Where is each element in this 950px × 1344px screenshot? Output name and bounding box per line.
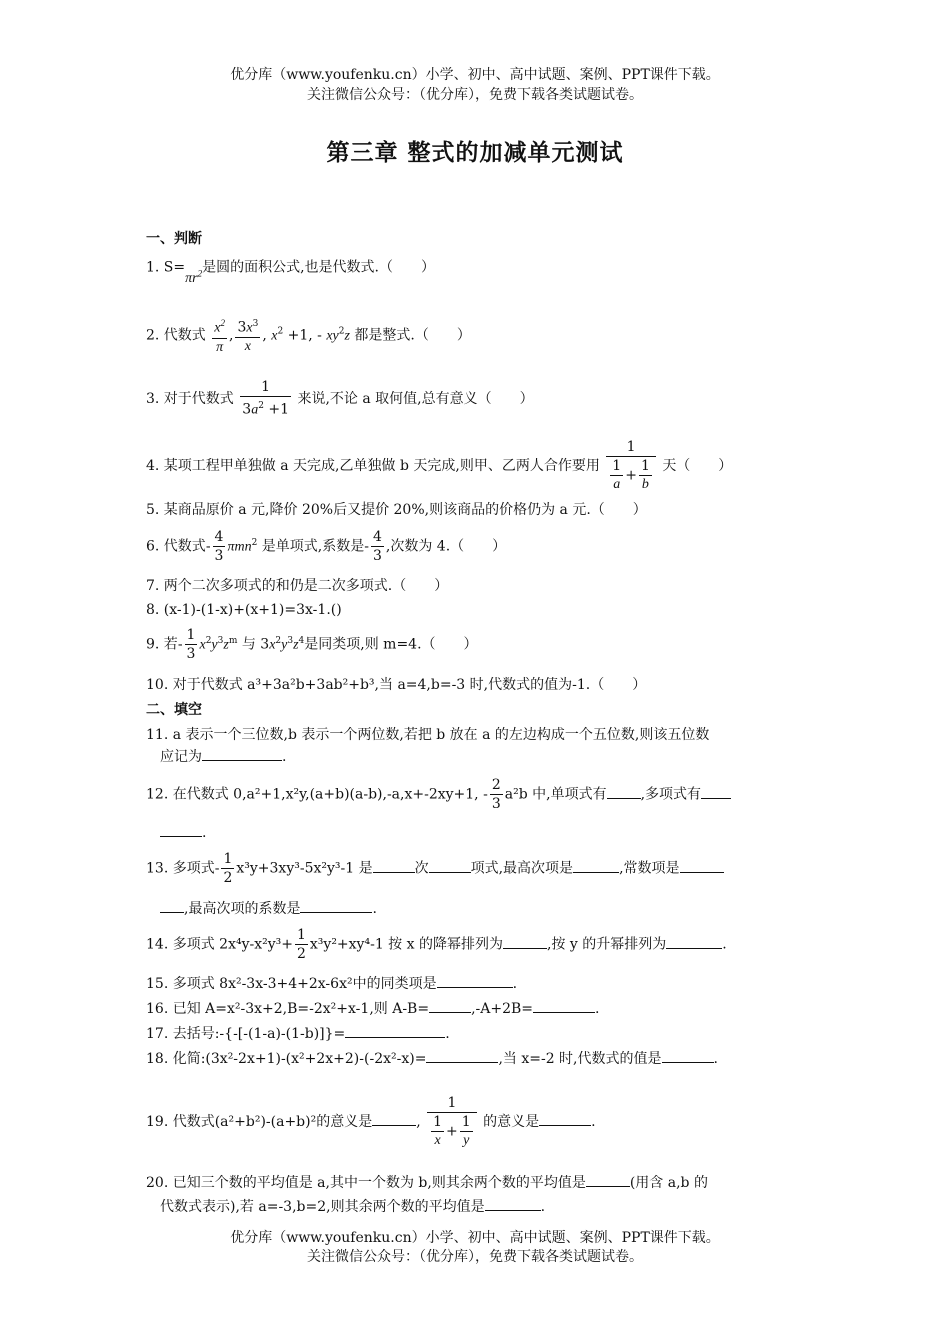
answer-blank[interactable] (372, 1113, 416, 1126)
fraction: $\frac{1}{3a^2 +1}$ (242, 379, 290, 418)
answer-blank[interactable] (160, 900, 184, 913)
answer-blank[interactable] (160, 824, 202, 837)
answer-blank[interactable] (345, 1025, 445, 1038)
answer-blank[interactable] (426, 1050, 498, 1063)
footer-line-2: 关注微信公众号：（优分库），免费下载各类试题试卷。 (307, 1249, 643, 1265)
fraction: $\frac{2}{3}$ (491, 777, 501, 812)
question-1: 1. $S=\pi r^2$是圆的面积公式,也是代数式.（ ） (146, 259, 436, 286)
answer-blank[interactable] (429, 860, 471, 873)
question-12: 12. 在代数式 0,a²+1,x²y,(a+b)(a-b),-a,x+-2xy+1, - $\frac{2}{3}$ a²b 中,单项式有 ,多项式有 . (146, 776, 810, 813)
question-7: 7. 两个二次多项式的和仍是二次多项式.（ ） (146, 578, 449, 594)
question-13: 13. 多项式- $\frac{1}{2}$ x³y+3xy³-5x²y³-1 是 次 项式,最高次项是 ,常数项是 ,最高次项的系数是 . (146, 850, 810, 887)
header-line-1: 优分库（www.youfenku.cn）小学、初中、高中试题、案例、PPT课件下载。 (230, 67, 720, 83)
answer-blank[interactable] (573, 860, 619, 873)
question-19: 19. 代数式(a²+b²)-(a+b)²的意义是 , 1 $\frac{1}{x}$ + $\frac{1}{y}$ 的意义是 . (146, 1095, 596, 1148)
fraction: $\frac{4}{3}$ (214, 529, 224, 564)
formula-pi-r2: $\pi r^2$ (185, 268, 203, 286)
answer-blank[interactable] (586, 1174, 630, 1187)
question-3: 3. 对于代数式 $\frac{1}{3a^2 +1}$ 来说,不论 a 取何值,总有意义（ ） (146, 379, 534, 418)
question-14: 14. 多项式 2x⁴y-x²y³+ $\frac{1}{2}$ x³y²+xy⁴-1 按 x 的降幂排列为 ,按 y 的升幂排列为 . (146, 927, 727, 962)
fraction: $\frac{1}{2}$ (223, 851, 233, 886)
answer-blank[interactable] (533, 1000, 595, 1013)
answer-blank[interactable] (666, 936, 722, 949)
complex-fraction: 1 $\frac{1}{a}$ + $\frac{1}{b}$ (606, 438, 656, 494)
answer-blank[interactable] (503, 936, 547, 949)
answer-blank[interactable] (607, 786, 641, 799)
question-2: 2. 代数式 $\frac{x^2}{\pi}$ , $\frac{3x^3}{x}$ , $x^2 +1$, - $xy^2z$ 都是整式.（ ） (146, 314, 810, 357)
answer-blank[interactable] (429, 1000, 471, 1013)
complex-fraction: 1 $\frac{1}{x}$ + $\frac{1}{y}$ (427, 1094, 477, 1150)
answer-blank[interactable] (300, 900, 372, 913)
section-judge: 一、判断 (146, 231, 202, 247)
question-9: 9. 若- $\frac{1}{3}$ $x^2y^3z^m$ 与 $3x^2y^3z^4$是同类项,则 m=4.（ ） (146, 627, 478, 662)
answer-blank[interactable] (485, 1198, 541, 1211)
question-16: 16. 已知 A=x²-3x+2,B=-2x²+x-1,则 A-B= ,-A+2B= . (146, 1001, 600, 1017)
question-15: 15. 多项式 8x²-3x-3+4+2x-6x²中的同类项是 . (146, 976, 518, 992)
footer-line-1: 优分库（www.youfenku.cn）小学、初中、高中试题、案例、PPT课件下载。 (230, 1230, 720, 1246)
fraction: $\frac{1}{3}$ (186, 627, 196, 662)
question-17: 17. 去括号:-{-[-(1-a)-(1-b)]}= . (146, 1026, 450, 1042)
section-fill: 二、填空 (146, 702, 202, 718)
fraction: $\frac{3x^3}{x}$ (235, 315, 260, 357)
answer-blank[interactable] (437, 975, 513, 988)
answer-blank[interactable] (701, 786, 731, 799)
question-10: 10. 对于代数式 a³+3a²b+3ab²+b³,当 a=4,b=-3 时,代数式的值为-1.（ ） (146, 677, 647, 693)
answer-blank[interactable] (680, 860, 724, 873)
answer-blank[interactable] (202, 748, 282, 761)
question-8: 8. (x-1)-(1-x)+(x+1)=3x-1.() (146, 602, 342, 618)
page-title: 第三章 整式的加减单元测试 (326, 140, 624, 166)
question-4: 4. 某项工程甲单独做 a 天完成,乙单独做 b 天完成,则甲、乙两人合作要用 1 $\frac{1}{a}$ + $\frac{1}{b}$ 天（ ） (146, 439, 733, 492)
fraction: $\frac{1}{2}$ (296, 927, 306, 962)
answer-blank[interactable] (373, 860, 415, 873)
answer-blank[interactable] (662, 1050, 714, 1063)
question-6: 6. 代数式- $\frac{4}{3}$ πmn$^2$ 是单项式,系数是- $\frac{4}{3}$ ,次数为 4.（ ） (146, 529, 507, 564)
fraction: $\frac{4}{3}$ (372, 529, 382, 564)
header-line-2: 关注微信公众号：（优分库），免费下载各类试题试卷。 (307, 87, 643, 103)
answer-blank[interactable] (539, 1113, 591, 1126)
question-18: 18. 化简:(3x²-2x+1)-(x²+2x+2)-(-2x²-x)= ,当 x=-2 时,代数式的值是 . (146, 1051, 718, 1067)
question-11: 11. a 表示一个三位数,b 表示一个两位数,若把 b 放在 a 的左边构成一个五位数,则该五位数 应记为 . (146, 727, 710, 765)
question-5: 5. 某商品原价 a 元,降价 20%后又提价 20%,则该商品的价格仍为 a 元.（ ） (146, 502, 647, 518)
question-20: 20. 已知三个数的平均值是 a,其中一个数为 b,则其余两个数的平均值是 (用含 a,b 的 代数式表示),若 a=-3,b=2,则其余两个数的平均值是 . (146, 1175, 708, 1215)
fraction: $\frac{x^2}{\pi}$ (212, 314, 227, 357)
